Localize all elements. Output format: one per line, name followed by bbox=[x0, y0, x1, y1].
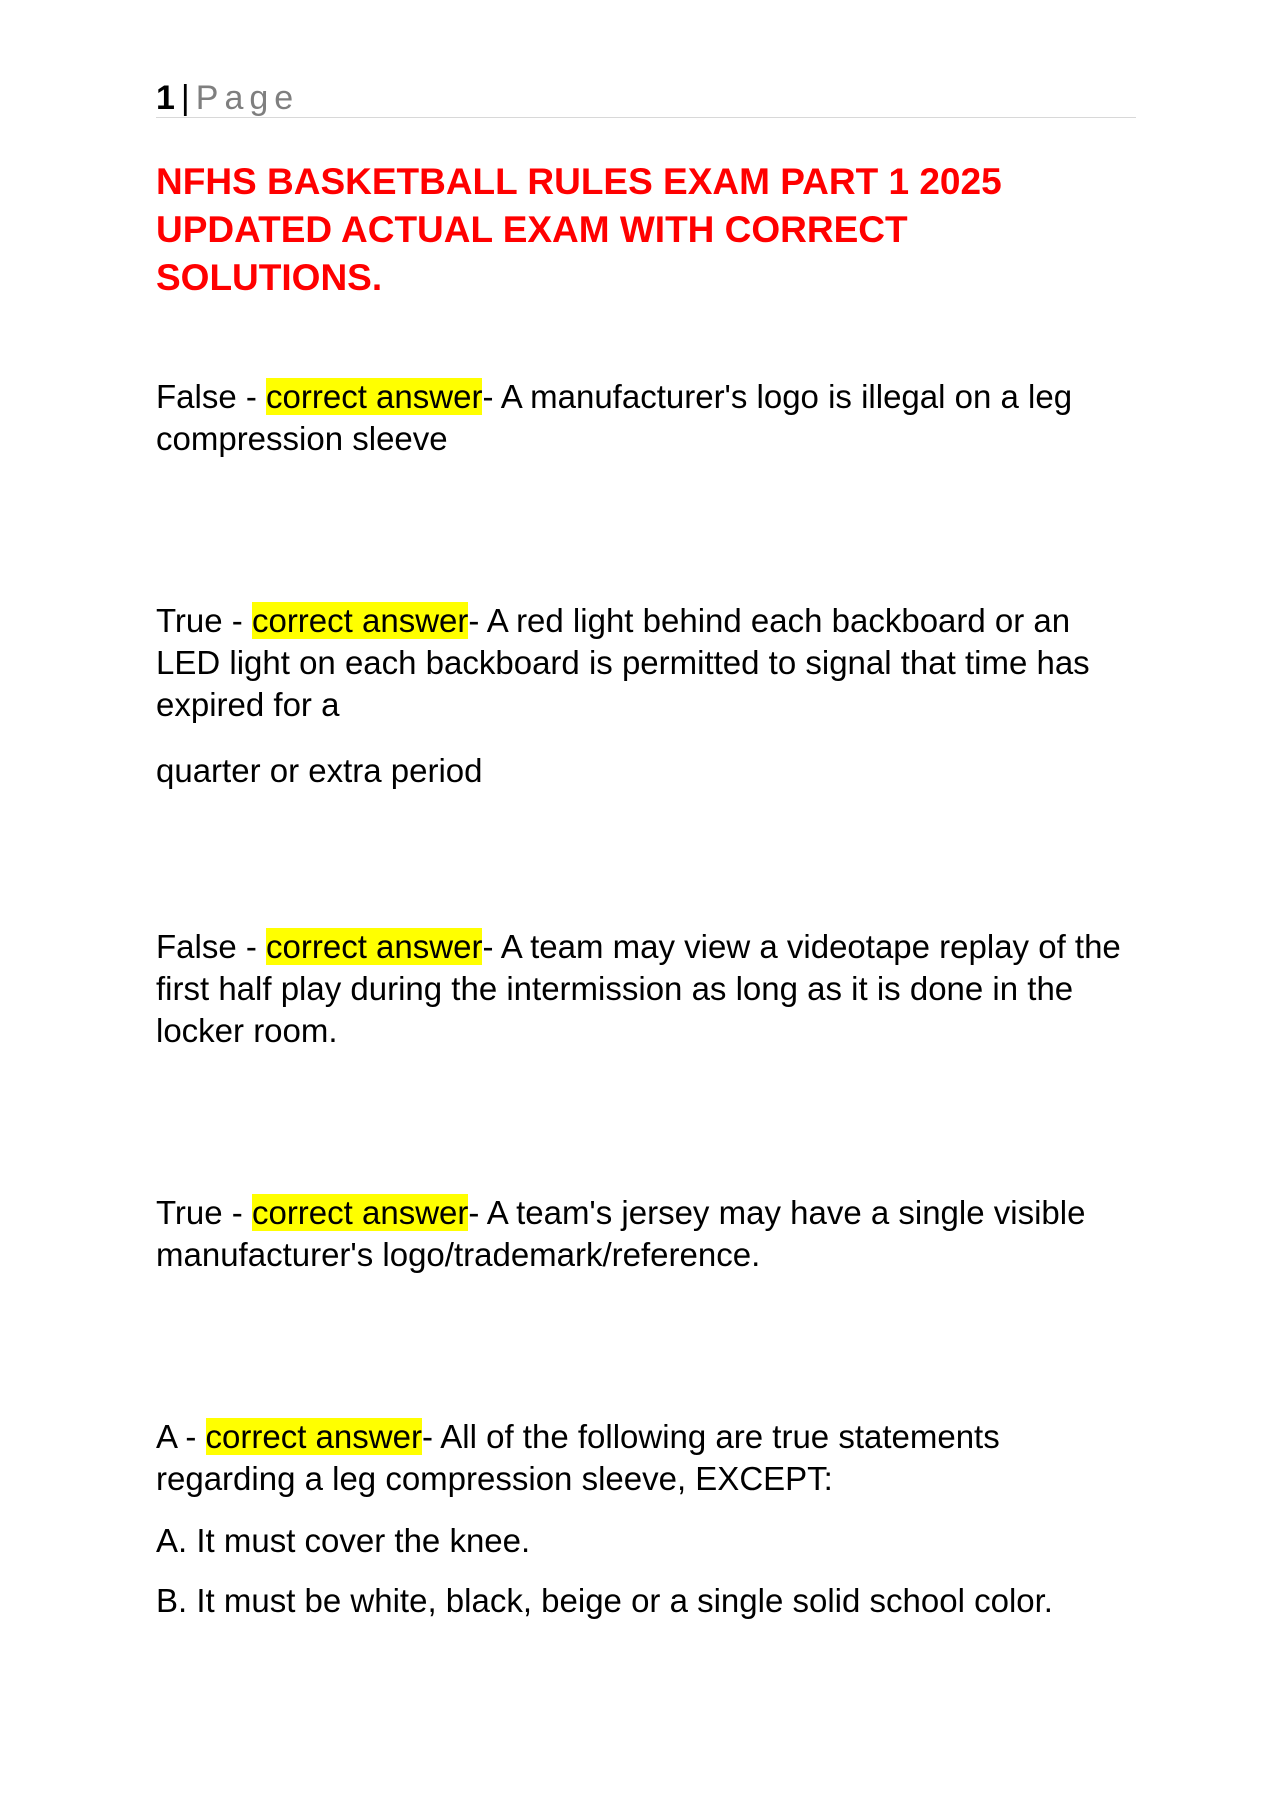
page-label: Page bbox=[195, 79, 300, 117]
qa-item-5 bbox=[156, 1416, 1136, 1500]
answer-label: False - bbox=[156, 928, 267, 965]
correct-answer-highlight: correct answer bbox=[251, 602, 469, 639]
qa-item-2 bbox=[156, 600, 1136, 726]
page-header bbox=[156, 78, 1136, 118]
correct-answer-highlight: correct answer bbox=[251, 1194, 469, 1231]
option-a: A. It must cover the knee. bbox=[156, 1522, 531, 1559]
qa-item-3 bbox=[156, 926, 1136, 1052]
page-separator: | bbox=[180, 79, 190, 117]
question-text: - A manufacturer's logo is illegal on a leg compression sleeve bbox=[156, 378, 1073, 457]
page-number: 1 bbox=[156, 79, 175, 117]
question-text: - All of the following are true statements regarding a leg compression sleeve, EXCEPT: bbox=[156, 1418, 1000, 1497]
qa-item-2-continuation: quarter or extra period bbox=[156, 752, 483, 789]
qa-item-1 bbox=[156, 376, 1136, 460]
correct-answer-highlight: correct answer bbox=[266, 378, 483, 415]
question-text: - A team's jersey may have a single visible manufacturer's logo/trademark/reference. bbox=[156, 1194, 1086, 1273]
qa-item-4 bbox=[156, 1192, 1136, 1276]
correct-answer-highlight: correct answer bbox=[205, 1418, 422, 1455]
answer-label: A - bbox=[156, 1418, 206, 1455]
question-text: - A team may view a videotape replay of the first half play during the intermission as long as it is done in the locker room. bbox=[156, 928, 1121, 1049]
answer-label: True - bbox=[156, 602, 252, 639]
correct-answer-highlight: correct answer bbox=[266, 928, 483, 965]
question-text: - A red light behind each backboard or an LED light on each backboard is permitted to signal that time has expired for a bbox=[156, 602, 1090, 723]
answer-label: False - bbox=[156, 378, 267, 415]
header-divider bbox=[156, 117, 1136, 118]
option-b: B. It must be white, black, beige or a single solid school color. bbox=[156, 1582, 1053, 1619]
document-title: NFHS BASKETBALL RULES EXAM PART 1 2025 UPDATED ACTUAL EXAM WITH CORRECT SOLUTIONS. bbox=[156, 161, 1002, 298]
answer-label: True - bbox=[156, 1194, 252, 1231]
